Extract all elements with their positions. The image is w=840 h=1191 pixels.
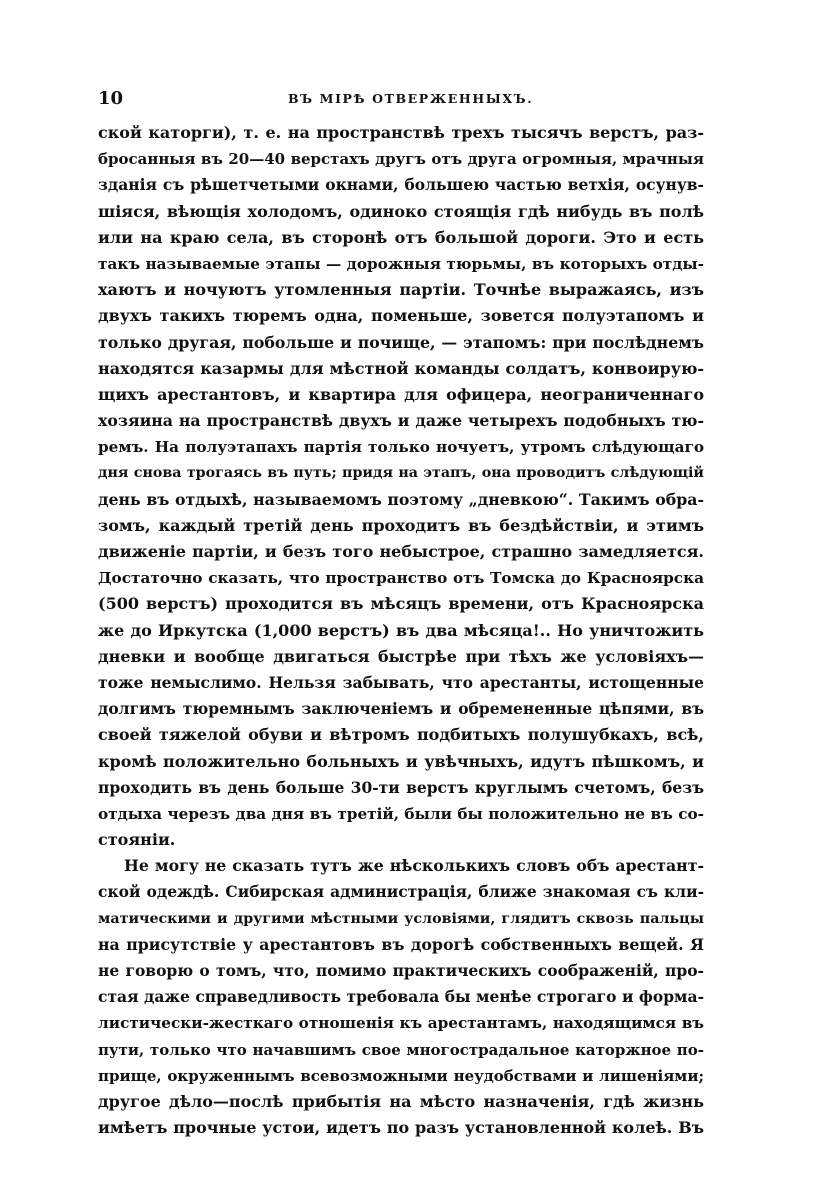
text-line: движеніе партіи, и безъ того небыстрое, страшно замедляется.	[98, 542, 704, 561]
text-line: имѣетъ прочные устои, идетъ по разъ установленной колеѣ. Въ	[98, 1118, 704, 1138]
text-line: день въ отдыхѣ, называемомъ поэтому „дневкою“. Такимъ обра-	[98, 489, 704, 509]
text-line: ской каторги), т. е. на пространствѣ трехъ тысячъ верстъ, раз-	[98, 123, 704, 142]
text-line: матическими и другими мѣстными условіями, глядитъ сквозь пальцы	[98, 910, 704, 927]
text-line: шіяся, вѣющія холодомъ, одиноко стоящія гдѣ нибудь въ полѣ	[98, 201, 704, 221]
text-line: не говорю о томъ, что, помимо практическихъ соображеній, про-	[98, 961, 704, 980]
running-title: ВЪ МІРѢ ОТВЕРЖЕННЫХЪ.	[288, 91, 534, 106]
text-line: хаютъ и ночуютъ утомленныя партіи. Точнѣе выражаясь, изъ	[98, 280, 704, 300]
text-line: такъ называемые этапы — дорожныя тюрьмы, въ которыхъ отды-	[98, 254, 704, 273]
text-line: долгимъ тюремнымъ заключеніемъ и обремененные цѣпями, въ	[98, 699, 704, 719]
text-line: зомъ, каждый третій день проходитъ въ бездѣйствіи, и этимъ	[98, 515, 704, 535]
text-line: прище, окруженнымъ всевозможными неудобствами и лишеніями;	[98, 1066, 704, 1085]
text-line: ремъ. На полуэтапахъ партія только ночуетъ, утромъ слѣдующаго	[98, 438, 704, 457]
text-line: кромѣ положительно больныхъ и увѣчныхъ, идутъ пѣшкомъ, и	[98, 751, 704, 771]
body-text	[98, 120, 704, 1141]
text-line: пути, только что начавшимъ свое многострадальное каторжное по-	[98, 1040, 704, 1059]
text-line: ской одеждѣ. Сибирская администрація, ближе знакомая съ кли-	[98, 882, 704, 902]
text-line: хозяина на пространствѣ двухъ и даже четырехъ подобныхъ тю-	[98, 411, 704, 431]
text-line: дневки и вообще двигаться быстрѣе при тѣхъ же условіяхъ—	[98, 646, 704, 666]
text-line: стояніи.	[98, 830, 176, 850]
page-number: 10	[98, 88, 124, 109]
text-line: же до Иркутска (1,000 верстъ) въ два мѣсяца!.. Но уничтожить	[98, 620, 704, 640]
text-line: щихъ арестантовъ, и квартира для офицера, неограниченнаго	[98, 384, 704, 404]
page-header	[98, 88, 706, 112]
text-line: отдыха черезъ два дня въ третій, были бы положительно не въ со-	[98, 804, 704, 823]
text-line: двухъ такихъ тюремъ одна, поменьше, зовется полуэтапомъ и	[98, 306, 704, 326]
text-line: (500 верстъ) проходится въ мѣсяцъ времени, отъ Красноярска	[98, 594, 704, 614]
text-line: бросанныя въ 20—40 верстахъ другъ отъ друга огромныя, мрачныя	[98, 150, 704, 169]
text-line: на присутствіе у арестантовъ въ дорогѣ собственныхъ вещей. Я	[98, 934, 704, 954]
text-line: тоже немыслимо. Нельзя забывать, что арестанты, истощенные	[98, 672, 704, 692]
text-line: проходить въ день больше 30-ти верстъ круглымъ счетомъ, безъ	[98, 777, 704, 797]
text-line: другое дѣло—послѣ прибытія на мѣсто назначенія, гдѣ жизнь	[98, 1091, 704, 1111]
text-line: или на краю села, въ сторонѣ отъ большой дороги. Это и есть	[98, 227, 704, 247]
text-line: своей тяжелой обуви и вѣтромъ подбитыхъ полушубкахъ, всѣ,	[98, 725, 704, 745]
text-line: Достаточно сказать, что пространство отъ Томска до Красноярска	[98, 569, 704, 588]
text-line: зданія съ рѣшетчетыми окнами, большею частью ветхія, осунув-	[98, 175, 704, 195]
text-line: листически-жесткаго отношенія къ арестантамъ, находящимся въ	[98, 1014, 704, 1033]
text-line: находятся казармы для мѣстной команды солдатъ, конвоирую-	[98, 358, 704, 378]
text-line: дня снова трогаясь въ путь; придя на этапъ, она проводитъ слѣдующій	[98, 465, 704, 482]
text-line: Не могу не сказать тутъ же нѣсколькихъ словъ объ арестант-	[124, 856, 704, 876]
text-line: только другая, побольше и почище, — этапомъ: при послѣднемъ	[98, 332, 704, 352]
text-line: стая даже справедливость требовала бы менѣе строгаго и форма-	[98, 987, 704, 1007]
